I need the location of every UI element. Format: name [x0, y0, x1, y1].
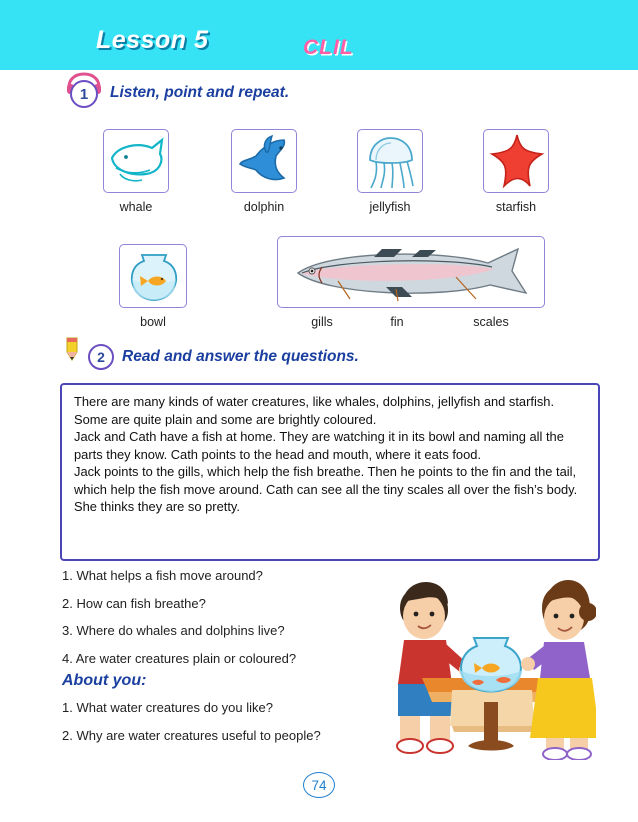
- question-item: 2. Why are water creatures useful to people?: [62, 727, 321, 743]
- picture-card-whale[interactable]: [103, 129, 169, 193]
- about-you-questions-list: [62, 700, 392, 755]
- passage-paragraph-1: There are many kinds of water creatures, like whales, dolphins, jellyfish and starfish. Some are quite plain and some are brightly coloured.: [74, 394, 555, 427]
- whale-picture: [104, 130, 170, 194]
- question-item: 1. What helps a fish move around?: [62, 568, 263, 583]
- page-title: Lesson 5: [96, 26, 209, 54]
- picture-card-starfish[interactable]: [483, 129, 549, 193]
- about-you-heading: About you:: [62, 672, 147, 689]
- jellyfish-picture: [358, 130, 424, 194]
- pencil-icon: [60, 336, 84, 362]
- exercise-2-instruction: Read and answer the questions.: [122, 348, 359, 365]
- question-item: 1. What water creatures do you like?: [62, 700, 273, 715]
- fish-bowl-picture: [120, 245, 188, 309]
- starfish-picture: [484, 130, 550, 194]
- diagram-label-scales: scales: [473, 315, 509, 329]
- passage-paragraph-3: Jack points to the gills, which help the fish breathe. Then he points to the fin and the tail, which help the fish move around. Cath can see all the tiny scales all over the fish’s body. She thinks they are so pretty.: [74, 464, 578, 514]
- diagram-label-fin: fin: [390, 315, 404, 329]
- diagram-label-gills: gills: [311, 315, 333, 329]
- picture-card-bowl[interactable]: [119, 244, 187, 308]
- picture-card-jellyfish[interactable]: [357, 129, 423, 193]
- page-header: [0, 0, 638, 70]
- question-item: 3. Where do whales and dolphins live?: [62, 623, 285, 638]
- questions-list: [62, 568, 372, 678]
- exercise-1-instruction: Listen, point and repeat.: [110, 84, 290, 101]
- picture-card-dolphin[interactable]: [231, 129, 297, 193]
- picture-card-fish-diagram[interactable]: [277, 236, 545, 308]
- clil-badge: CLIL: [303, 36, 354, 59]
- question-item: 2. How can fish breathe?: [62, 595, 206, 611]
- children-watching-fishbowl-picture: [356, 560, 596, 760]
- card-label-starfish: starfish: [495, 200, 537, 214]
- dolphin-picture: [232, 130, 298, 194]
- card-label-whale: whale: [119, 200, 153, 214]
- page-number: 74: [303, 772, 335, 798]
- reading-passage-box: [60, 383, 600, 561]
- exercise-2-number: 2: [88, 344, 114, 370]
- card-label-dolphin: dolphin: [243, 200, 285, 214]
- exercise-1-number: 1: [70, 80, 98, 108]
- question-item: 4. Are water creatures plain or coloured?: [62, 650, 297, 666]
- card-label-jellyfish: jellyfish: [369, 200, 411, 214]
- labelled-fish-picture: [278, 237, 546, 309]
- card-label-bowl: bowl: [140, 315, 166, 329]
- passage-paragraph-2: Jack and Cath have a fish at home. They are watching it in its bowl and naming all the parts they know. Cath points to the head and mouth, where it eats food.: [74, 429, 564, 462]
